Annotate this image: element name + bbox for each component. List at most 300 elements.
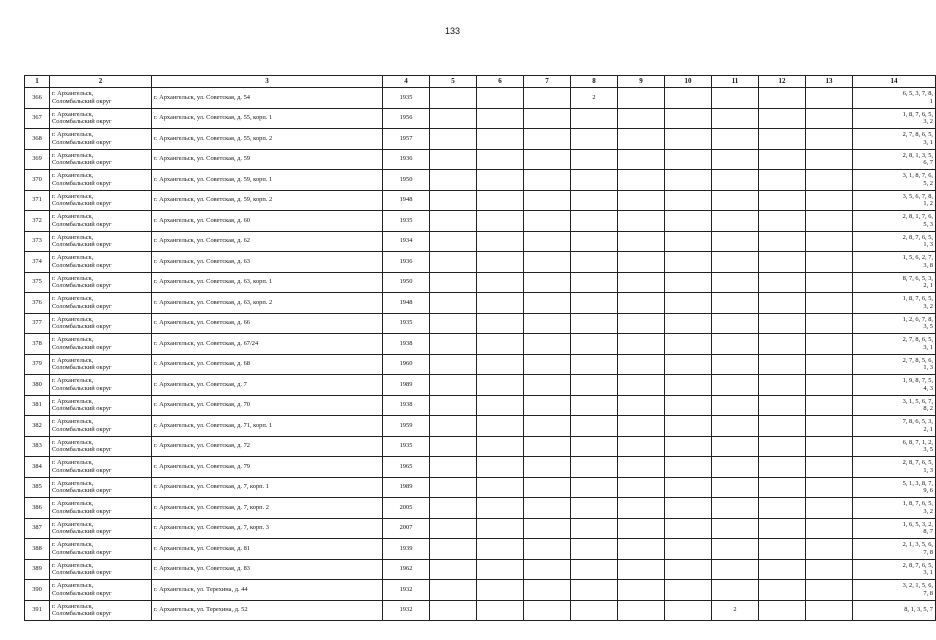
value-cell-9 xyxy=(618,498,665,519)
value-cell-10 xyxy=(665,149,712,170)
value-cell-13 xyxy=(806,252,853,273)
value-cell-11 xyxy=(712,457,759,478)
value-cell-10 xyxy=(665,498,712,519)
year: 1938 xyxy=(399,339,413,347)
value-cell-13 xyxy=(806,477,853,498)
value-cell-13 xyxy=(806,272,853,293)
value-cell-5 xyxy=(430,375,477,396)
value-cell-12 xyxy=(759,518,806,539)
district-cell xyxy=(50,416,152,437)
year-cell xyxy=(383,211,430,232)
order-cell xyxy=(853,354,936,375)
district-line-1: г. Архангельск, xyxy=(52,459,94,467)
address-cell xyxy=(152,272,383,293)
value-cell-7 xyxy=(524,129,571,150)
value-cell-5 xyxy=(430,334,477,355)
value-cell-6 xyxy=(477,416,524,437)
row-number: 381 xyxy=(32,401,42,409)
value-cell-11 xyxy=(712,334,759,355)
district-line-2: Соломбальский округ xyxy=(52,159,112,167)
address-cell xyxy=(152,149,383,170)
district-line-1: г. Архангельск, xyxy=(52,377,94,385)
address-cell xyxy=(152,211,383,232)
value-cell-12 xyxy=(759,498,806,519)
value-cell-10 xyxy=(665,354,712,375)
value-cell-11 xyxy=(712,190,759,211)
value-cell-11 xyxy=(712,88,759,109)
value-cell-7 xyxy=(524,108,571,129)
value-cell-11 xyxy=(712,129,759,150)
row-number: 377 xyxy=(32,319,42,327)
order-line-1: 2, 8, 1, 7, 6, xyxy=(902,213,933,221)
district-cell xyxy=(50,539,152,560)
year-cell xyxy=(383,190,430,211)
value-cell-10 xyxy=(665,334,712,355)
value-cell-6 xyxy=(477,477,524,498)
year: 1959 xyxy=(399,421,413,429)
district-line-2: Соломбальский округ xyxy=(52,446,112,454)
year: 1935 xyxy=(399,442,413,450)
order-line-2: 3, 8 xyxy=(923,261,933,269)
order-line-2: 9, 6 xyxy=(923,487,933,495)
value-cell-10 xyxy=(665,539,712,560)
district-line-2: Соломбальский округ xyxy=(52,118,112,126)
year-cell xyxy=(383,539,430,560)
order-line-2: 8, 2 xyxy=(923,405,933,413)
address: г. Архангельск, ул. Советская, д. 7, корп. 2 xyxy=(154,503,269,511)
value-cell-5 xyxy=(430,88,477,109)
value-cell-7 xyxy=(524,457,571,478)
value-cell-5 xyxy=(430,518,477,539)
row-number: 380 xyxy=(32,380,42,388)
value-cell-12 xyxy=(759,211,806,232)
address: г. Архангельск, ул. Советская, д. 7, корп. 3 xyxy=(154,524,269,532)
value-cell-11 xyxy=(712,436,759,457)
order-cell xyxy=(853,395,936,416)
value-cell-7 xyxy=(524,293,571,314)
value-cell-10 xyxy=(665,231,712,252)
district-cell xyxy=(50,334,152,355)
order-cell xyxy=(853,539,936,560)
district-line-1: г. Архангельск, xyxy=(52,90,94,98)
year-cell xyxy=(383,129,430,150)
district-cell xyxy=(50,457,152,478)
order-cell xyxy=(853,518,936,539)
value-cell-10 xyxy=(665,252,712,273)
value-cell-13 xyxy=(806,580,853,601)
district-line-1: г. Архангельск, xyxy=(52,602,94,610)
value-cell-7 xyxy=(524,252,571,273)
order-line-1: 2, 7, 8, 5, 6, xyxy=(902,356,933,364)
row-number: 387 xyxy=(32,524,42,532)
value-cell-8 xyxy=(571,457,618,478)
district-line-2: Соломбальский округ xyxy=(52,261,112,269)
table-row xyxy=(25,375,936,396)
district-line-2: Соломбальский округ xyxy=(52,610,112,618)
value-cell-8 xyxy=(571,190,618,211)
order-line-2: 3, 5 xyxy=(923,323,933,331)
value-cell-10 xyxy=(665,436,712,457)
value-cell-6 xyxy=(477,190,524,211)
value-cell-12 xyxy=(759,354,806,375)
value-cell-5 xyxy=(430,231,477,252)
district-line-2: Соломбальский округ xyxy=(52,487,112,495)
value-cell-13 xyxy=(806,211,853,232)
year-cell xyxy=(383,313,430,334)
value-cell-8 xyxy=(571,149,618,170)
value-11: 2 xyxy=(733,606,737,614)
order-cell xyxy=(853,129,936,150)
value-cell-12 xyxy=(759,313,806,334)
value-cell-10 xyxy=(665,129,712,150)
value-cell-6 xyxy=(477,539,524,560)
year: 1960 xyxy=(399,360,413,368)
order-cell xyxy=(853,580,936,601)
district-line-1: г. Архангельск, xyxy=(52,110,94,118)
table-row xyxy=(25,354,936,375)
table-row xyxy=(25,518,936,539)
value-cell-10 xyxy=(665,190,712,211)
value-cell-8 xyxy=(571,539,618,560)
value-cell-6 xyxy=(477,313,524,334)
value-cell-7 xyxy=(524,559,571,580)
year: 1957 xyxy=(399,134,413,142)
value-cell-13 xyxy=(806,395,853,416)
row-number: 383 xyxy=(32,442,42,450)
value-cell-6 xyxy=(477,600,524,621)
district-line-1: г. Архангельск, xyxy=(52,233,94,241)
order-line-1: 2, 8, 7, 6, 5, xyxy=(902,233,933,241)
table-row xyxy=(25,170,936,191)
address-cell xyxy=(152,293,383,314)
order-cell xyxy=(853,498,936,519)
value-cell-5 xyxy=(430,272,477,293)
value-cell-11 xyxy=(712,477,759,498)
year-cell xyxy=(383,375,430,396)
value-cell-12 xyxy=(759,395,806,416)
district-line-1: г. Архангельск, xyxy=(52,274,94,282)
order-line-1: 6, 5, 3, 7, 8, xyxy=(902,90,933,98)
order-cell xyxy=(853,375,936,396)
row-number: 391 xyxy=(32,606,42,614)
address-cell xyxy=(152,88,383,109)
address: г. Архангельск, ул. Советская, д. 59, корп. 1 xyxy=(154,175,273,183)
district-line-2: Соломбальский округ xyxy=(52,179,112,187)
district-cell xyxy=(50,498,152,519)
value-cell-10 xyxy=(665,580,712,601)
row-number: 376 xyxy=(32,298,42,306)
value-cell-8 xyxy=(571,416,618,437)
value-cell-5 xyxy=(430,416,477,437)
value-cell-9 xyxy=(618,457,665,478)
value-cell-10 xyxy=(665,477,712,498)
order-line-1: 2, 8, 7, 6, 5, xyxy=(902,561,933,569)
address: г. Архангельск, ул. Советская, д. 59, корп. 2 xyxy=(154,196,273,204)
district-line-1: г. Архангельск, xyxy=(52,336,94,344)
value-cell-10 xyxy=(665,457,712,478)
order-line-2: 1, 3 xyxy=(923,364,933,372)
value-cell-6 xyxy=(477,436,524,457)
value-cell-7 xyxy=(524,88,571,109)
value-cell-9 xyxy=(618,231,665,252)
address: г. Архангельск, ул. Терехина, д. 52 xyxy=(154,606,248,614)
row-number-cell xyxy=(25,252,50,273)
district-line-1: г. Архангельск, xyxy=(52,151,94,159)
value-cell-6 xyxy=(477,354,524,375)
year: 1989 xyxy=(399,483,413,491)
value-cell-10 xyxy=(665,559,712,580)
address-cell xyxy=(152,457,383,478)
year-cell xyxy=(383,457,430,478)
value-cell-7 xyxy=(524,354,571,375)
value-cell-13 xyxy=(806,170,853,191)
district-line-2: Соломбальский округ xyxy=(52,241,112,249)
address: г. Архангельск, ул. Советская, д. 62 xyxy=(154,237,250,245)
value-cell-9 xyxy=(618,88,665,109)
row-number-cell xyxy=(25,395,50,416)
district-cell xyxy=(50,559,152,580)
column-header-7: 7 xyxy=(524,76,571,88)
value-cell-9 xyxy=(618,539,665,560)
value-cell-12 xyxy=(759,272,806,293)
value-cell-11 xyxy=(712,416,759,437)
row-number: 366 xyxy=(32,93,42,101)
district-line-2: Соломбальский округ xyxy=(52,569,112,577)
table-row xyxy=(25,559,936,580)
address-cell xyxy=(152,313,383,334)
value-cell-11 xyxy=(712,149,759,170)
order-line-2: 7, 8 xyxy=(923,589,933,597)
year: 1935 xyxy=(399,216,413,224)
district-cell xyxy=(50,600,152,621)
column-header-14: 14 xyxy=(853,76,936,88)
row-number: 384 xyxy=(32,462,42,470)
table-row xyxy=(25,580,936,601)
value-cell-5 xyxy=(430,498,477,519)
value-cell-8 xyxy=(571,600,618,621)
value-cell-10 xyxy=(665,313,712,334)
value-cell-5 xyxy=(430,149,477,170)
address: г. Архангельск, ул. Советская, д. 55, корп. 2 xyxy=(154,134,273,142)
row-number-cell xyxy=(25,539,50,560)
table-row xyxy=(25,498,936,519)
column-header-4: 4 xyxy=(383,76,430,88)
value-cell-11 xyxy=(712,211,759,232)
order-cell xyxy=(853,190,936,211)
district-line-2: Соломбальский округ xyxy=(52,425,112,433)
table-row xyxy=(25,149,936,170)
page-number: 133 xyxy=(444,26,461,36)
order-line-1: 1, 2, 6, 7, 8, xyxy=(902,315,933,323)
value-cell-8 xyxy=(571,375,618,396)
order-cell xyxy=(853,313,936,334)
value-cell-11 xyxy=(712,354,759,375)
year: 1950 xyxy=(399,278,413,286)
table-row xyxy=(25,88,936,109)
value-cell-13 xyxy=(806,293,853,314)
value-cell-10 xyxy=(665,518,712,539)
address-cell xyxy=(152,559,383,580)
value-cell-8 xyxy=(571,395,618,416)
value-cell-11 xyxy=(712,231,759,252)
value-cell-7 xyxy=(524,190,571,211)
district-line-2: Соломбальский округ xyxy=(52,97,112,105)
district-cell xyxy=(50,580,152,601)
order-cell xyxy=(853,252,936,273)
value-cell-5 xyxy=(430,354,477,375)
row-number: 386 xyxy=(32,503,42,511)
row-number: 368 xyxy=(32,134,42,142)
address-cell xyxy=(152,108,383,129)
value-cell-6 xyxy=(477,272,524,293)
value-cell-9 xyxy=(618,211,665,232)
district-cell xyxy=(50,395,152,416)
district-line-2: Соломбальский округ xyxy=(52,364,112,372)
value-cell-8 xyxy=(571,477,618,498)
value-cell-7 xyxy=(524,416,571,437)
address: г. Архангельск, ул. Советская, д. 54 xyxy=(154,93,250,101)
order-line-2: 4, 3 xyxy=(923,384,933,392)
column-header-13: 13 xyxy=(806,76,853,88)
value-cell-5 xyxy=(430,580,477,601)
value-cell-8 xyxy=(571,108,618,129)
value-cell-12 xyxy=(759,108,806,129)
value-cell-11 xyxy=(712,395,759,416)
value-cell-8 xyxy=(571,436,618,457)
order-line-2: 3, 2 xyxy=(923,118,933,126)
value-cell-13 xyxy=(806,518,853,539)
address: г. Архангельск, ул. Советская, д. 79 xyxy=(154,462,250,470)
value-cell-5 xyxy=(430,129,477,150)
value-cell-9 xyxy=(618,190,665,211)
value-cell-10 xyxy=(665,375,712,396)
value-cell-7 xyxy=(524,498,571,519)
value-cell-12 xyxy=(759,88,806,109)
year: 1934 xyxy=(399,237,413,245)
district-cell xyxy=(50,170,152,191)
column-header-8: 8 xyxy=(571,76,618,88)
address: г. Архангельск, ул. Советская, д. 59 xyxy=(154,155,250,163)
order-line-1: 8, 7, 6, 5, 3, xyxy=(902,274,933,282)
value-cell-10 xyxy=(665,416,712,437)
row-number-cell xyxy=(25,211,50,232)
year-cell xyxy=(383,334,430,355)
value-cell-11 xyxy=(712,272,759,293)
value-cell-9 xyxy=(618,395,665,416)
value-cell-6 xyxy=(477,231,524,252)
address: г. Архангельск, ул. Советская, д. 7 xyxy=(154,380,247,388)
order-line-2: 1, 3 xyxy=(923,241,933,249)
year-cell xyxy=(383,559,430,580)
value-cell-7 xyxy=(524,149,571,170)
value-cell-7 xyxy=(524,375,571,396)
address: г. Архангельск, ул. Советская, д. 72 xyxy=(154,442,250,450)
value-cell-6 xyxy=(477,334,524,355)
year-cell xyxy=(383,416,430,437)
column-header-2: 2 xyxy=(50,76,152,88)
value-cell-5 xyxy=(430,108,477,129)
year-cell xyxy=(383,395,430,416)
row-number-cell xyxy=(25,149,50,170)
district-line-1: г. Архангельск, xyxy=(52,192,94,200)
row-number-cell xyxy=(25,272,50,293)
value-cell-7 xyxy=(524,272,571,293)
row-number-cell xyxy=(25,457,50,478)
row-number: 375 xyxy=(32,278,42,286)
address-cell xyxy=(152,600,383,621)
value-cell-9 xyxy=(618,108,665,129)
row-number-cell xyxy=(25,559,50,580)
value-cell-9 xyxy=(618,518,665,539)
value-cell-12 xyxy=(759,375,806,396)
value-cell-7 xyxy=(524,313,571,334)
table-row xyxy=(25,539,936,560)
value-cell-8 xyxy=(571,293,618,314)
value-cell-13 xyxy=(806,375,853,396)
value-cell-9 xyxy=(618,272,665,293)
year: 1965 xyxy=(399,462,413,470)
order-line-1: 7, 8, 6, 5, 3, xyxy=(902,418,933,426)
value-cell-13 xyxy=(806,354,853,375)
year: 1948 xyxy=(399,196,413,204)
table-row xyxy=(25,231,936,252)
column-header-11: 11 xyxy=(712,76,759,88)
value-cell-6 xyxy=(477,108,524,129)
order-line-1: 1, 8, 7, 6, 5, xyxy=(902,110,933,118)
value-cell-11 xyxy=(712,600,759,621)
value-cell-9 xyxy=(618,580,665,601)
header-row xyxy=(25,76,936,88)
order-line-2: 5, 2 xyxy=(923,179,933,187)
value-cell-8 xyxy=(571,580,618,601)
value-cell-6 xyxy=(477,149,524,170)
address: г. Архангельск, ул. Советская, д. 81 xyxy=(154,544,250,552)
order-cell xyxy=(853,477,936,498)
value-cell-10 xyxy=(665,108,712,129)
value-cell-12 xyxy=(759,600,806,621)
value-cell-10 xyxy=(665,395,712,416)
value-cell-11 xyxy=(712,559,759,580)
value-cell-13 xyxy=(806,88,853,109)
value-cell-5 xyxy=(430,436,477,457)
value-cell-13 xyxy=(806,559,853,580)
table-row xyxy=(25,457,936,478)
value-cell-11 xyxy=(712,293,759,314)
year: 1950 xyxy=(399,175,413,183)
year: 1936 xyxy=(399,155,413,163)
value-cell-10 xyxy=(665,272,712,293)
year-cell xyxy=(383,170,430,191)
value-cell-9 xyxy=(618,375,665,396)
order-cell xyxy=(853,457,936,478)
order-line-2: 3, 5 xyxy=(923,446,933,454)
table-row xyxy=(25,108,936,129)
address-cell xyxy=(152,498,383,519)
table-row xyxy=(25,313,936,334)
row-number-cell xyxy=(25,477,50,498)
value-cell-8 xyxy=(571,518,618,539)
value-cell-6 xyxy=(477,88,524,109)
order-line-2: 2, 1 xyxy=(923,425,933,433)
value-cell-7 xyxy=(524,211,571,232)
address-cell xyxy=(152,539,383,560)
district-cell xyxy=(50,436,152,457)
district-cell xyxy=(50,231,152,252)
order-line-1: 1, 5, 6, 2, 7, xyxy=(902,254,933,262)
value-cell-5 xyxy=(430,252,477,273)
value-cell-12 xyxy=(759,293,806,314)
address-cell xyxy=(152,416,383,437)
